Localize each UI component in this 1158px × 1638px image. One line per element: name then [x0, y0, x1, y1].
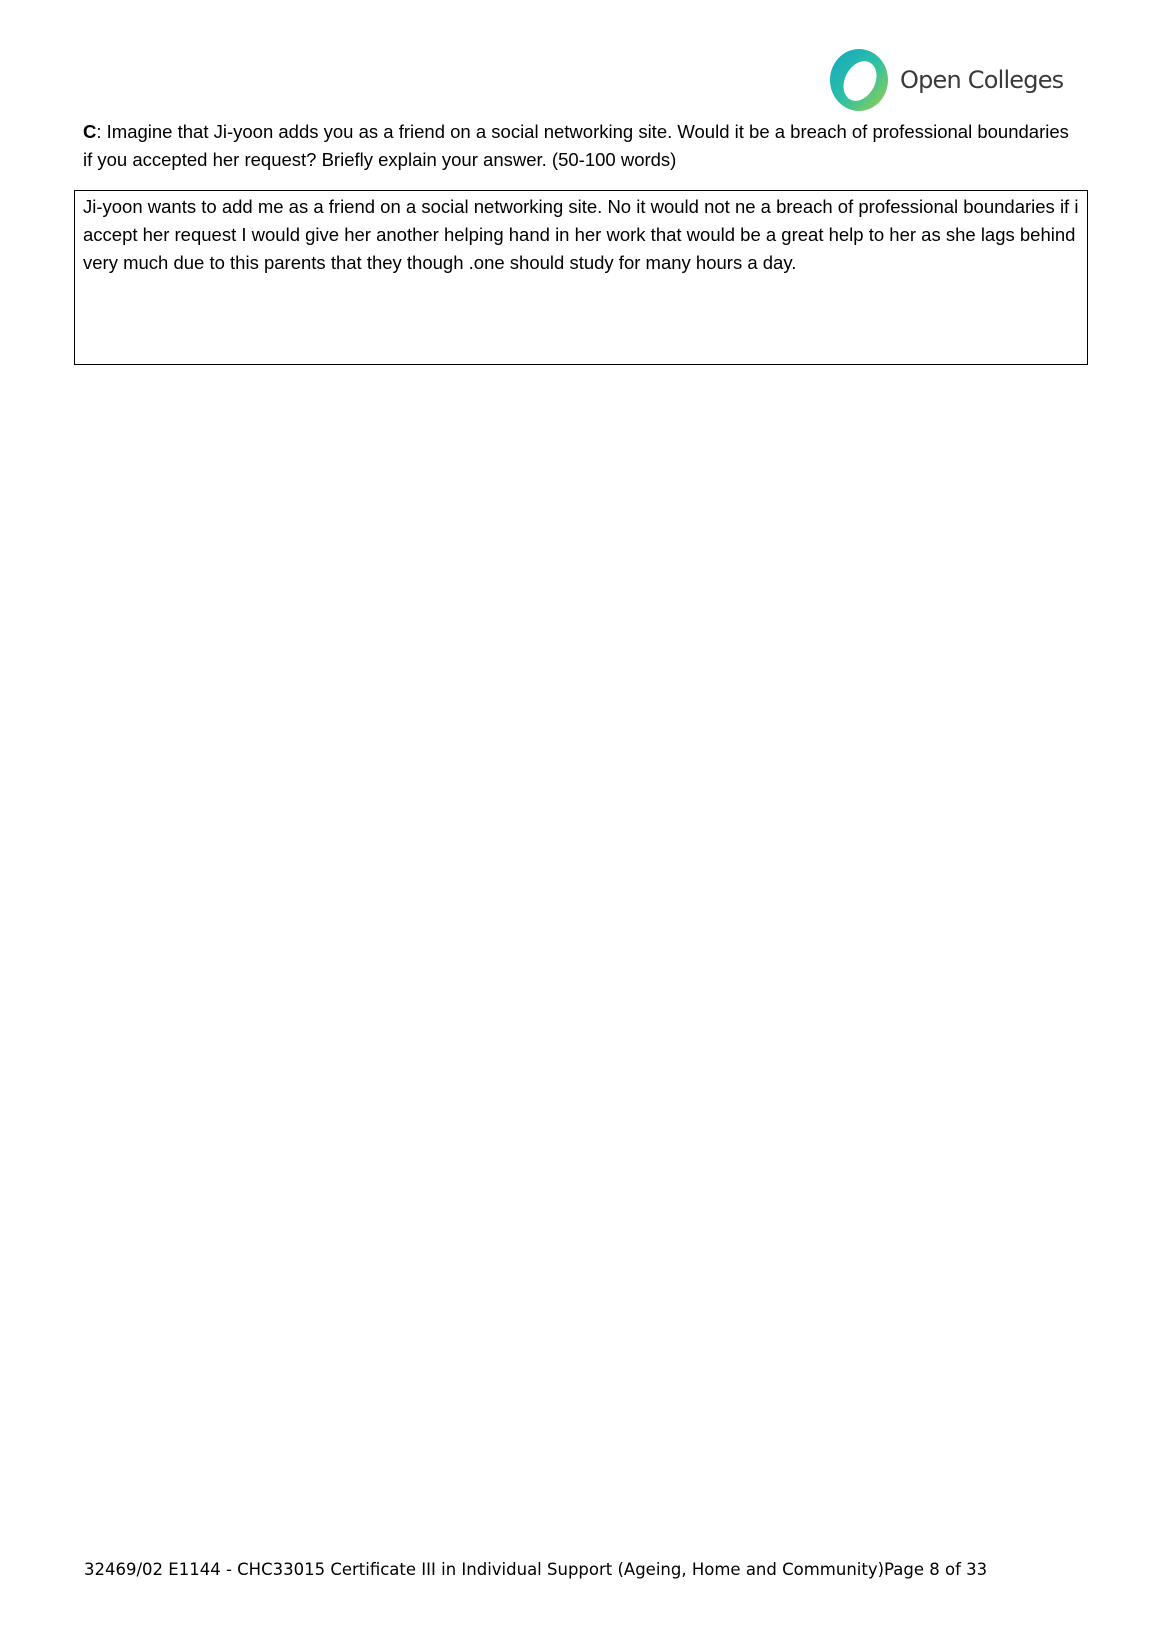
footer-of-label: of	[939, 1560, 967, 1579]
question-c	[83, 118, 1073, 174]
footer-page-number: 8	[929, 1560, 940, 1579]
logo-wordmark: Open Colleges	[900, 66, 1064, 94]
question-text: : Imagine that Ji-yoon adds you as a friend on a social networking site. Would it be a breach of professional boundaries if you accepted her request? Briefly explain your answer. (50-100 words)	[83, 121, 1069, 170]
question-letter: C	[83, 121, 97, 142]
page-footer	[84, 1560, 987, 1579]
open-colleges-logo	[826, 44, 1076, 116]
footer-course: 32469/02 E1144 - CHC33015 Certificate III in Individual Support (Ageing, Home and Community)	[84, 1560, 885, 1579]
footer-page-label: Page	[884, 1560, 930, 1579]
footer-total-pages: 33	[966, 1560, 988, 1579]
ring-logo-icon	[826, 47, 892, 113]
answer-text: Ji-yoon wants to add me as a friend on a social networking site. No it would not ne a breach of professional boundaries if i accept her request I would give her another helping hand in her work that would be a great help to her as she lags behind very much due to this parents that they though .one should study for many hours a day.	[83, 196, 1079, 273]
answer-box[interactable]	[74, 190, 1088, 365]
